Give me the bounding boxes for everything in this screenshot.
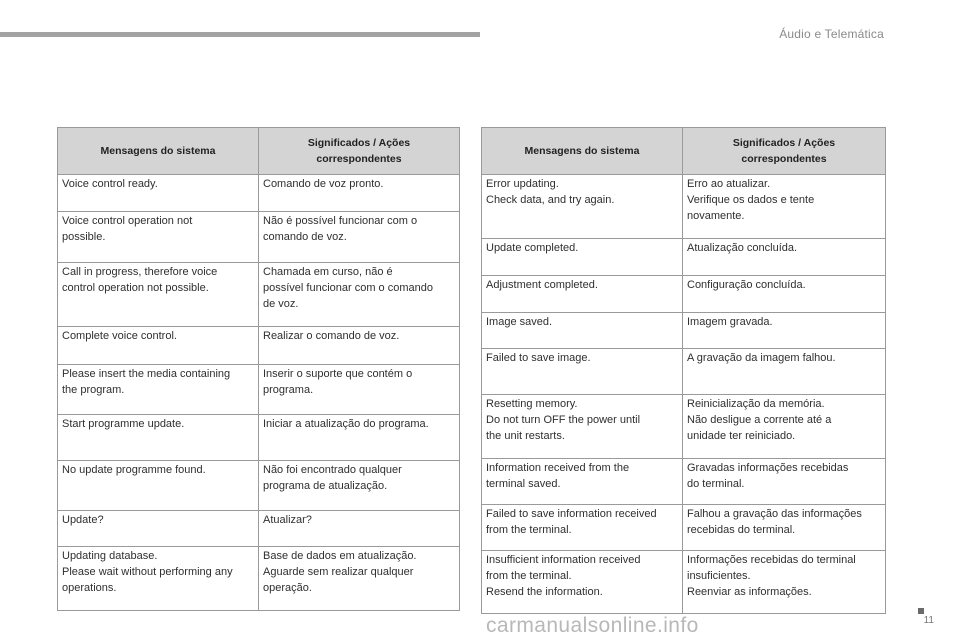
table-row: [482, 175, 886, 239]
meaning-cell: Atualização concluída.: [683, 239, 886, 276]
table-row: [482, 276, 886, 313]
header-meanings: Significados / Ações correspondentes: [259, 128, 460, 175]
header-system-messages: Mensagens do sistema: [58, 128, 259, 175]
table-row: [58, 511, 460, 547]
section-title: Áudio e Telemática: [779, 27, 884, 41]
meaning-cell: Não foi encontrado qualquer programa de atualização.: [259, 461, 460, 511]
message-cell: Failed to save information received from the terminal.: [482, 505, 683, 551]
message-cell: Voice control operation not possible.: [58, 212, 259, 263]
system-messages-table-right: [481, 127, 886, 614]
meaning-cell: Configuração concluída.: [683, 276, 886, 313]
table-row: [58, 415, 460, 461]
message-cell: Image saved.: [482, 313, 683, 349]
meaning-cell: Não é possível funcionar com o comando de voz.: [259, 212, 460, 263]
meaning-cell: Falhou a gravação das informações recebidas do terminal.: [683, 505, 886, 551]
meaning-cell: A gravação da imagem falhou.: [683, 349, 886, 395]
header-rule: [0, 32, 480, 37]
meaning-cell: Reinicialização da memória. Não desligue a corrente até a unidade ter reiniciado.: [683, 395, 886, 459]
table-row: [482, 349, 886, 395]
table-row: [58, 461, 460, 511]
message-cell: No update programme found.: [58, 461, 259, 511]
table-header-row: [482, 128, 886, 175]
meaning-cell: Chamada em curso, não é possível funcionar com o comando de voz.: [259, 263, 460, 327]
table-row: [482, 459, 886, 505]
header-meanings: Significados / Ações correspondentes: [683, 128, 886, 175]
system-messages-table-left: [57, 127, 460, 611]
message-cell: Complete voice control.: [58, 327, 259, 365]
table-row: [482, 551, 886, 614]
meaning-cell: Gravadas informações recebidas do terminal.: [683, 459, 886, 505]
meaning-cell: Inserir o suporte que contém o programa.: [259, 365, 460, 415]
meaning-cell: Comando de voz pronto.: [259, 175, 460, 212]
meaning-cell: Base de dados em atualização. Aguarde sem realizar qualquer operação.: [259, 547, 460, 611]
table-row: [58, 263, 460, 327]
message-cell: Update completed.: [482, 239, 683, 276]
meaning-cell: Erro ao atualizar. Verifique os dados e tente novamente.: [683, 175, 886, 239]
message-cell: Updating database. Please wait without performing any operations.: [58, 547, 259, 611]
table-row: [58, 365, 460, 415]
meaning-cell: Realizar o comando de voz.: [259, 327, 460, 365]
message-cell: Voice control ready.: [58, 175, 259, 212]
message-cell: Adjustment completed.: [482, 276, 683, 313]
message-cell: Failed to save image.: [482, 349, 683, 395]
watermark: carmanualsonline.info: [486, 614, 699, 637]
header-system-messages: Mensagens do sistema: [482, 128, 683, 175]
table-row: [482, 313, 886, 349]
table-row: [58, 327, 460, 365]
table-row: [482, 239, 886, 276]
table-row: [58, 175, 460, 212]
message-cell: Error updating. Check data, and try again.: [482, 175, 683, 239]
table-row: [58, 547, 460, 611]
message-cell: Call in progress, therefore voice control operation not possible.: [58, 263, 259, 327]
message-cell: Please insert the media containing the program.: [58, 365, 259, 415]
table-row: [482, 395, 886, 459]
message-cell: Start programme update.: [58, 415, 259, 461]
message-cell: Insufficient information received from the terminal. Resend the information.: [482, 551, 683, 614]
meaning-cell: Iniciar a atualização do programa.: [259, 415, 460, 461]
page-number: 11: [923, 615, 934, 626]
table-row: [58, 212, 460, 263]
table-row: [482, 505, 886, 551]
meaning-cell: Atualizar?: [259, 511, 460, 547]
corner-square-icon: [918, 608, 924, 614]
meaning-cell: Imagem gravada.: [683, 313, 886, 349]
message-cell: Update?: [58, 511, 259, 547]
table-header-row: [58, 128, 460, 175]
message-cell: Information received from the terminal saved.: [482, 459, 683, 505]
meaning-cell: Informações recebidas do terminal insuficientes. Reenviar as informações.: [683, 551, 886, 614]
message-cell: Resetting memory. Do not turn OFF the power until the unit restarts.: [482, 395, 683, 459]
